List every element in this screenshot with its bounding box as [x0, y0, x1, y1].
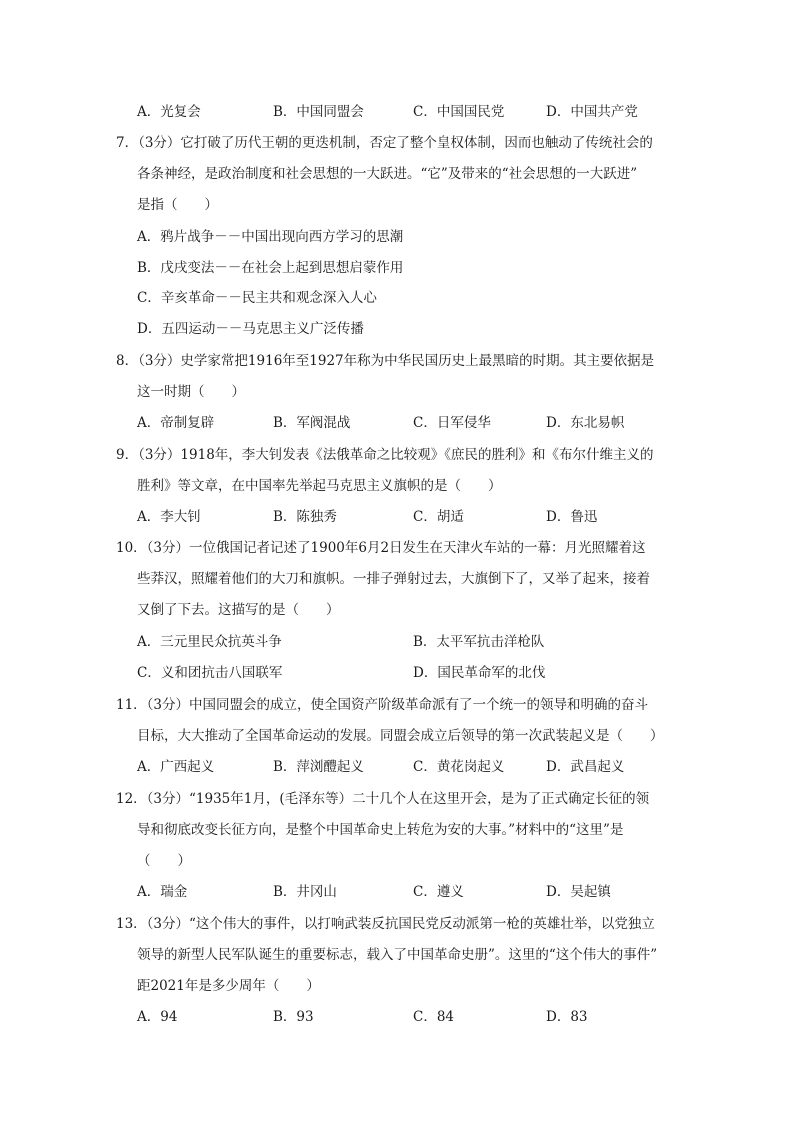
q7-option-c: C．辛亥革命－－民主共和观念深入人心	[137, 290, 377, 306]
q11-option-a: A．广西起义	[137, 759, 215, 775]
q9-option-a: A．李大钊	[137, 509, 201, 525]
q8-option-d: D．东北易帜	[546, 415, 625, 431]
q13-stem-line-2: 领导的新型人民军队诞生的重要标志，载入了中国革命史册”。这里的“这个伟大的事件”	[137, 947, 658, 963]
q9-option-d: D．鲁迅	[546, 509, 598, 525]
q8-option-b: B．军阀混战	[273, 415, 351, 431]
q11-option-c: C．黄花岗起义	[413, 759, 505, 775]
q13-option-b: B．93	[273, 1009, 314, 1025]
q12-option-c: C．遵义	[413, 884, 464, 900]
q12-option-b: B．井冈山	[273, 884, 337, 900]
q6-option-b: B．中国同盟会	[273, 104, 364, 120]
q8-option-a: A．帝制复辟	[137, 415, 215, 431]
q13-option-c: C．84	[413, 1009, 455, 1025]
q13-stem-line-1: 13．（3分）“这个伟大的事件，以打响武装反抗国民党反动派第一枪的英雄壮举，以党独立	[116, 916, 655, 932]
q11-stem-line-1: 11．（3分）中国同盟会的成立，使全国资产阶级革命派有了一个统一的领导和明确的奋斗	[116, 697, 649, 713]
q7-stem-line-1: 7．（3分）它打破了历代王朝的更迭机制，否定了整个皇权体制，因而也触动了传统社会的	[116, 135, 653, 151]
q10-option-a: A．三元里民众抗英斗争	[137, 634, 282, 650]
q13-option-a: A．94	[137, 1009, 178, 1025]
q10-option-d: D．国民革命军的北伐	[413, 665, 546, 681]
q10-stem-line-3: 又倒了下去。这描写的是（ ）	[137, 602, 340, 618]
q7-option-b: B．戊戌变法－－在社会上起到思想启蒙作用	[137, 260, 404, 276]
q8-stem-line-1: 8．（3分）史学家常把1916年至1927年称为中华民国历史上最黑暗的时期。其主要依据是	[116, 353, 655, 369]
q12-stem-line-3: （ ）	[137, 853, 191, 869]
q10-stem-line-1: 10．（3分）一位俄国记者记述了1900年6月2日发生在天津火车站的一幕：月光照耀着这	[116, 540, 646, 556]
q8-stem-line-2: 这一时期（ ）	[137, 384, 245, 400]
q10-option-b: B．太平军抗击洋枪队	[413, 634, 545, 650]
q7-option-d: D．五四运动－－马克思主义广泛传播	[137, 321, 364, 337]
q13-option-d: D．83	[546, 1009, 588, 1025]
q11-option-b: B．萍浏醴起义	[273, 759, 364, 775]
q12-stem-line-2: 导和彻底改变长征方向，是整个中国革命史上转危为安的大事。”材料中的“这里”是	[137, 822, 624, 838]
q6-option-c: C．中国国民党	[413, 104, 505, 120]
q8-option-c: C．日军侵华	[413, 415, 491, 431]
q13-stem-line-3: 距2021年是多少周年（ ）	[137, 978, 320, 994]
q11-stem-line-2: 目标，大大推动了全国革命运动的发展。同盟会成立后领导的第一次武装起义是（ ）	[137, 728, 664, 744]
q12-option-a: A．瑞金	[137, 884, 188, 900]
q10-option-c: C．义和团抗击八国联军	[137, 665, 283, 681]
q9-option-b: B．陈独秀	[273, 509, 337, 525]
q6-option-a: A．光复会	[137, 104, 201, 120]
q6-option-d: D．中国共产党	[546, 104, 638, 120]
q9-stem-line-1: 9．（3分）1918年，李大钊发表《法俄革命之比较观》《庶民的胜利》和《布尔什维主义的	[116, 447, 654, 463]
q12-stem-line-1: 12．（3分）“1935年1月，(毛泽东等）二十几个人在这里开会，是为了正式确定长征的领	[116, 791, 650, 807]
q9-option-c: C．胡适	[413, 509, 464, 525]
q7-stem-line-2: 各条神经，是政治制度和社会思想的一大跃进。“它”及带来的“社会思想的一大跃进”	[137, 166, 638, 182]
q12-option-d: D．吴起镇	[546, 884, 611, 900]
q9-stem-line-2: 胜利》等文章，在中国率先举起马克思主义旗帜的是（ ）	[137, 478, 502, 494]
q7-option-a: A．鸦片战争－－中国出现向西方学习的思潮	[137, 229, 404, 245]
q10-stem-line-2: 些莽汉，照耀着他们的大刀和旗帜。一排子弹射过去，大旗倒下了，又举了起来，接着	[137, 571, 650, 587]
q11-option-d: D．武昌起义	[546, 759, 625, 775]
q7-stem-line-3: 是指（ ）	[137, 197, 218, 213]
